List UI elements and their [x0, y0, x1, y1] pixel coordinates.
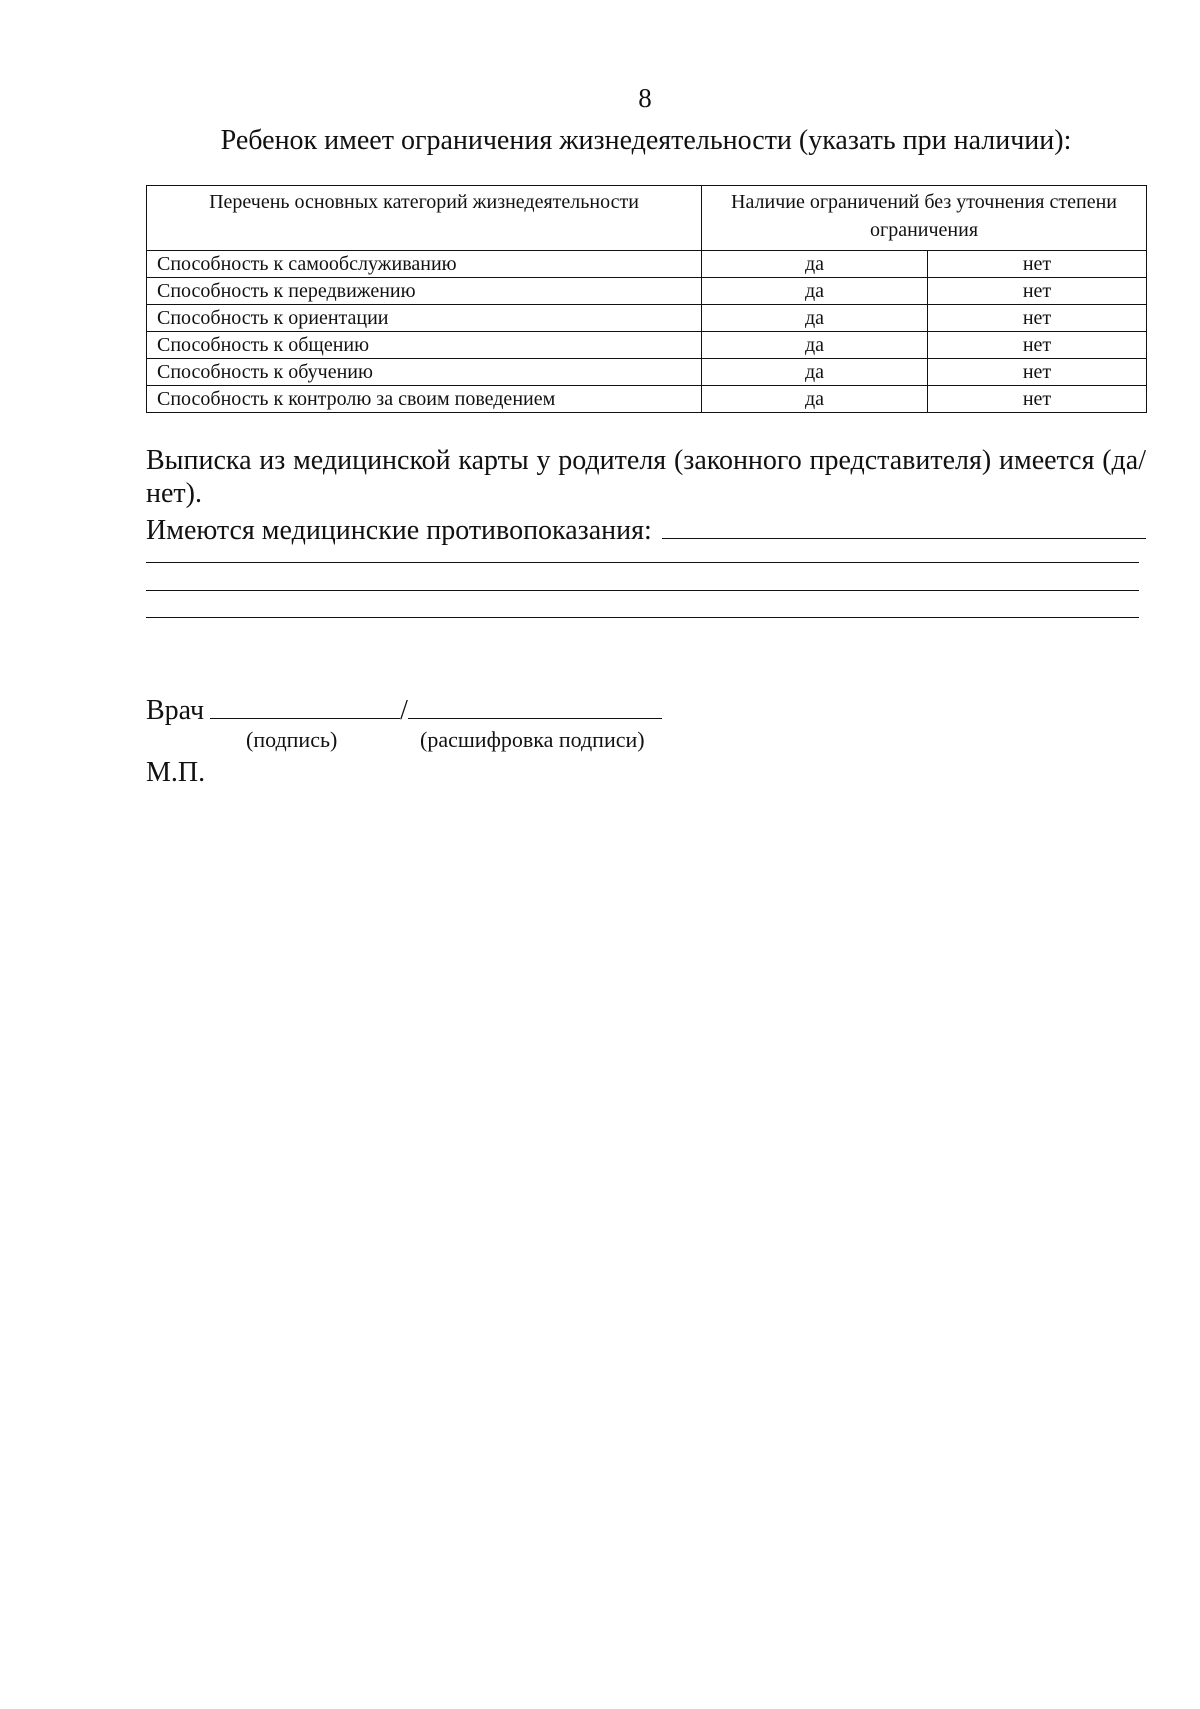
table-header-row	[147, 186, 1147, 251]
limitations-table	[146, 185, 1147, 413]
contraindications-line	[146, 512, 1146, 547]
category-cell: Способность к ориентации	[147, 305, 702, 332]
no-cell: нет	[928, 305, 1147, 332]
category-cell: Способность к контролю за своим поведением	[147, 386, 702, 413]
table-row	[147, 386, 1147, 413]
signature-blank	[210, 694, 400, 719]
category-cell: Способность к общению	[147, 332, 702, 359]
section-heading: Ребенок имеет ограничения жизнедеятельности (указать при наличии):	[220, 125, 1072, 156]
medical-extract-text: Выписка из медицинской карты у родителя (законного представителя) имеется (да/нет).	[146, 445, 1146, 509]
doctor-label: Врач	[146, 695, 205, 726]
yes-cell: да	[702, 278, 928, 305]
category-cell: Способность к обучению	[147, 359, 702, 386]
header-presence: Наличие ограничений без уточнения степени ограничения	[702, 186, 1147, 251]
decoding-caption: (расшифровка подписи)	[420, 727, 645, 752]
yes-cell: да	[702, 332, 928, 359]
category-cell: Способность к самообслуживанию	[147, 251, 702, 278]
yes-cell: да	[702, 386, 928, 413]
header-category: Перечень основных категорий жизнедеятельности	[147, 186, 702, 251]
signature-separator: /	[400, 695, 408, 726]
table-row	[147, 305, 1147, 332]
no-cell: нет	[928, 251, 1147, 278]
page-number: 8	[638, 83, 652, 113]
signature-caption: (подпись)	[246, 727, 338, 752]
doctor-signature-line	[146, 694, 662, 728]
no-cell: нет	[928, 332, 1147, 359]
no-cell: нет	[928, 359, 1147, 386]
yes-cell: да	[702, 251, 928, 278]
table-row	[147, 332, 1147, 359]
no-cell: нет	[928, 386, 1147, 413]
category-cell: Способность к передвижению	[147, 278, 702, 305]
yes-cell: да	[702, 359, 928, 386]
signature-decoding-blank	[408, 694, 662, 719]
yes-cell: да	[702, 305, 928, 332]
contraindications-label: Имеются медицинские противопоказания:	[146, 515, 652, 546]
blank-line	[146, 617, 1139, 618]
table-row	[147, 278, 1147, 305]
stamp-label: М.П.	[146, 757, 206, 788]
no-cell: нет	[928, 278, 1147, 305]
table-row	[147, 251, 1147, 278]
table-row	[147, 359, 1147, 386]
blank-line	[146, 562, 1139, 563]
contraindications-blank	[662, 512, 1146, 539]
blank-line	[146, 590, 1139, 591]
